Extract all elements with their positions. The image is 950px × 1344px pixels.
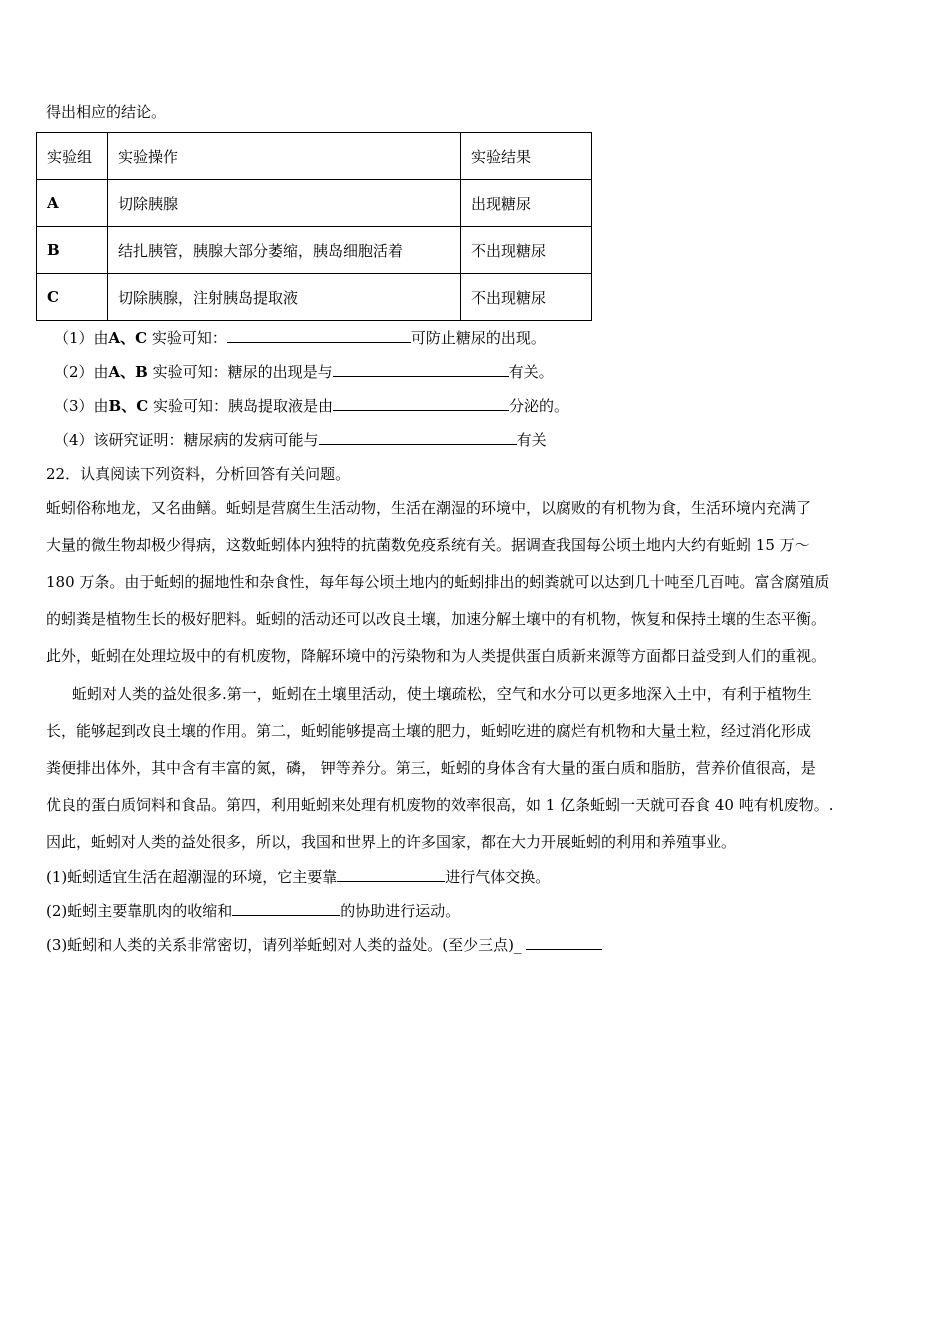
- row-operation: 切除胰腺: [108, 180, 461, 227]
- row-result: 不出现糖尿: [461, 227, 592, 274]
- answer-blank[interactable]: [333, 362, 509, 377]
- para2-line: 蚯蚓对人类的益处很多.第一，蚯蚓在土壤里活动，使土壤疏松，空气和水分可以更多地深入土中，有利于植物生: [72, 685, 812, 703]
- answer-blank[interactable]: [333, 396, 509, 411]
- experiment-table: [36, 132, 592, 321]
- row-operation: 切除胰腺，注射胰岛提取液: [108, 274, 461, 321]
- q21-item-1: （1）由A、C 实验可知： 可防止糖尿的出现。: [54, 329, 546, 347]
- table-row: [37, 274, 592, 321]
- answer-blank[interactable]: [227, 328, 411, 343]
- para2-line: 长，能够起到改良土壤的作用。第二，蚯蚓能够提高土壤的肥力，蚯蚓吃进的腐烂有机物和大量土粒，经过消化形成: [46, 722, 812, 740]
- q22-item-3: (3)蚯蚓和人类的关系非常密切，请列举蚯蚓对人类的益处。(至少三点)_: [46, 935, 602, 955]
- header-operation: 实验操作: [108, 133, 461, 180]
- para2-line: 因此，蚯蚓对人类的益处很多，所以，我国和世界上的许多国家，都在大力开展蚯蚓的利用和养殖事业。: [46, 833, 737, 851]
- q22-title: 22．认真阅读下列资料，分析回答有关问题。: [46, 465, 351, 483]
- intro-text: 得出相应的结论。: [46, 103, 167, 121]
- para1-line: 此外，蚯蚓在处理垃圾中的有机废物，降解环境中的污染物和为人类提供蛋白质新来源等方面都日益受到人们的重视。: [46, 647, 827, 665]
- para2-line: 优良的蛋白质饲料和食品。第四，利用蚯蚓来处理有机废物的效率很高，如 1 亿条蚯蚓一天就可吞食 40 吨有机废物。.: [46, 796, 834, 814]
- table-header-row: [37, 133, 592, 180]
- header-result: 实验结果: [461, 133, 592, 180]
- para1-line: 蚯蚓俗称地龙，又名曲鳝。蚯蚓是营腐生生活动物，生活在潮湿的环境中，以腐败的有机物为食，生活环境内充满了: [46, 499, 812, 517]
- q22-item-2: (2)蚯蚓主要靠肌肉的收缩和 的协助进行运动。: [46, 902, 461, 920]
- row-group: A: [37, 180, 108, 227]
- q21-item-3: （3）由B、C 实验可知：胰岛提取液是由 分泌的。: [54, 397, 569, 415]
- para1-line: 大量的微生物却极少得病，这数蚯蚓体内独特的抗菌数免疫系统有关。据调查我国每公顷土地内大约有蚯蚓 15 万～: [46, 536, 810, 554]
- row-operation: 结扎胰管，胰腺大部分萎缩，胰岛细胞活着: [108, 227, 461, 274]
- row-group: C: [37, 274, 108, 321]
- para2-line: 粪便排出体外，其中含有丰富的氮，磷， 钾等养分。第三，蚯蚓的身体含有大量的蛋白质和脂肪，营养价值很高，是: [46, 759, 816, 777]
- q21-item-2: （2）由A、B 实验可知：糖尿的出现是与 有关。: [54, 363, 554, 381]
- header-group: 实验组: [37, 133, 108, 180]
- answer-blank[interactable]: [232, 901, 340, 916]
- row-result: 出现糖尿: [461, 180, 592, 227]
- table-row: [37, 180, 592, 227]
- table-row: [37, 227, 592, 274]
- answer-blank[interactable]: [319, 430, 517, 445]
- q22-item-1: (1)蚯蚓适宜生活在超潮湿的环境，它主要靠 进行气体交换。: [46, 868, 551, 886]
- row-result: 不出现糖尿: [461, 274, 592, 321]
- answer-blank[interactable]: [526, 935, 602, 950]
- answer-blank[interactable]: [337, 867, 445, 882]
- q21-item-4: （4）该研究证明：糖尿病的发病可能与 有关: [54, 431, 547, 449]
- para1-line: 180 万条。由于蚯蚓的掘地性和杂食性，每年每公顷土地内的蚯蚓排出的蚓粪就可以达到几十吨至几百吨。富含腐殖质: [46, 573, 830, 591]
- para1-line: 的蚓粪是植物生长的极好肥料。蚯蚓的活动还可以改良土壤，加速分解土壤中的有机物，恢复和保持土壤的生态平衡。: [46, 610, 827, 628]
- row-group: B: [37, 227, 108, 274]
